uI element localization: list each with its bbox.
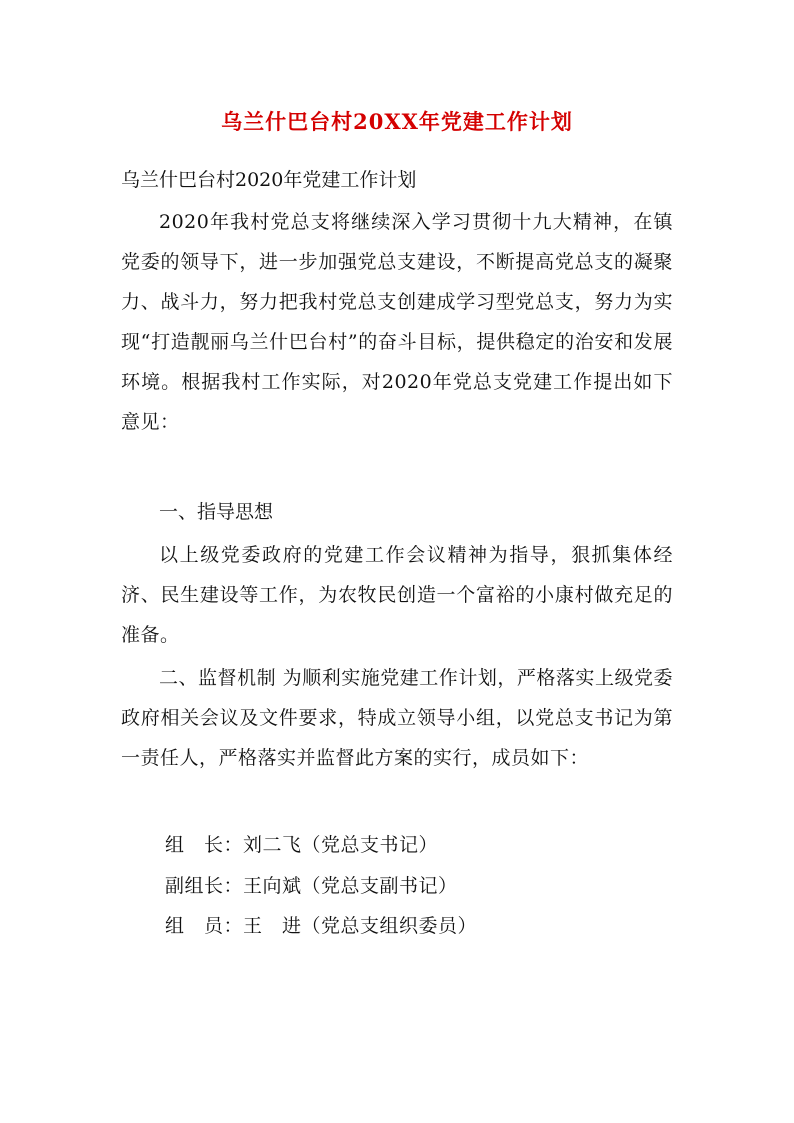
member-leader: 组 长：刘二飞（党总支书记） bbox=[165, 834, 439, 856]
section2-paragraph: 二、监督机制 为顺利实施党建工作计划，严格落实上级党委政府相关会议及文件要求，特成立领导小组，以党总支书记为第一责任人，严格落实并监督此方案的实行，成员如下： bbox=[121, 667, 673, 769]
section1-heading: 一、指导思想 bbox=[159, 501, 274, 523]
member-staff: 组 员：王 进（党总支组织委员） bbox=[165, 915, 478, 937]
intro-paragraph: 2020年我村党总支将继续深入学习贯彻十九大精神，在镇党委的领导下，进一步加强党总支建设，不断提高党总支的凝聚力、战斗力，努力把我村党总支创建成学习型党总支，努力为实现“打造靓丽乌兰什巴台村”的奋斗目标，提供稳定的治安和发展环境。根据我村工作实际，对2020年党总支党建工作提出如下意见： bbox=[121, 211, 673, 433]
section1-paragraph: 以上级党委政府的党建工作会议精神为指导，狠抓集体经济、民生建设等工作，为农牧民创造一个富裕的小康村做充足的准备。 bbox=[121, 544, 673, 646]
member-deputy-leader: 副组长：王向斌（党总支副书记） bbox=[165, 875, 458, 897]
document-subtitle: 乌兰什巴台村2020年党建工作计划 bbox=[121, 169, 417, 191]
document-title: 乌兰什巴台村20XX年党建工作计划 bbox=[221, 109, 573, 134]
